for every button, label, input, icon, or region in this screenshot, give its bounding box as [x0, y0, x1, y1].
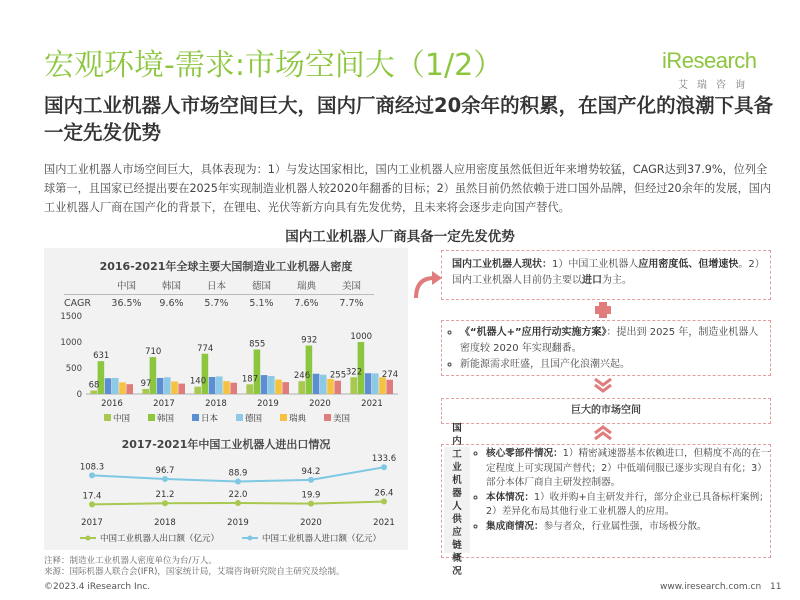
supply-item-title: 本体情况：	[486, 491, 534, 503]
bar-瑞典	[275, 380, 282, 394]
page-title: 宏观环境-需求:市场空间大（1/2）	[44, 48, 504, 83]
bar-中国	[142, 389, 149, 394]
trade-chart-title: 2017-2021年中国工业机器人进出口情况	[121, 438, 331, 451]
bar-data-label: 97	[140, 378, 152, 389]
supply-item	[486, 447, 776, 491]
cagr-value: 7.6%	[294, 298, 319, 309]
trade-line-chart	[44, 448, 408, 546]
legend-label: 中国工业机器人进口额（亿元）	[262, 534, 382, 544]
legend-swatch	[104, 414, 111, 421]
supply-item-text: 1）收并购+自主研发并行，部分企业已具备标杆案例；2）差异化布局其他行业工业机器人的应用。	[486, 491, 769, 517]
cagr-value: 5.7%	[204, 298, 229, 309]
bar-data-label: 187	[241, 374, 259, 385]
policy-text: ：提出到 2025 年，制造业机器人密度较 2020 年实现翻番。	[460, 327, 759, 354]
legend-label: 中国	[113, 414, 131, 424]
bar-瑞典	[379, 377, 386, 394]
bar-中国	[350, 377, 357, 394]
bar-德国	[216, 376, 223, 394]
bar-德国	[268, 376, 275, 394]
curved-arrow-icon	[412, 270, 444, 300]
bar-中国	[298, 381, 305, 394]
series-point	[308, 501, 314, 507]
bar-data-label: 855	[249, 339, 266, 350]
status-lead: 国内工业机器人现状：	[452, 259, 552, 270]
x-tick-label: 2019	[227, 518, 249, 528]
cagr-country: 瑞典	[284, 276, 329, 295]
bar-data-label: 1000	[350, 332, 373, 342]
series-point	[235, 479, 241, 485]
supply-item-title: 集成商情况：	[486, 520, 544, 532]
supply-item-text: 1）精密减速器基本依赖进口，但精度不高的在一定程度上可实现国产替代；2）中低端伺服已逐步实现自有化；3）部分本体厂商自主研发控制器。	[486, 448, 771, 488]
line-data-label: 96.7	[155, 466, 175, 477]
legend-swatch	[280, 414, 287, 421]
x-tick-label: 2018	[205, 399, 227, 409]
cagr-table	[64, 276, 374, 312]
x-tick-label: 2021	[361, 399, 383, 409]
density-chart-title: 2016-2021年全球主要大国制造业工业机器人密度	[99, 260, 353, 273]
page-subtitle: 国内工业机器人市场空间巨大，国内厂商经过20余年的积累，在国产化的浪潮下具备一定先发优势	[44, 94, 774, 144]
bar-日本	[209, 377, 216, 394]
legend-label: 中国工业机器人出口额（亿元）	[100, 534, 220, 544]
market-box	[441, 398, 771, 424]
x-tick-label: 2017	[153, 399, 175, 409]
cagr-value: 5.1%	[249, 298, 274, 309]
bar-data-label: 322	[345, 367, 363, 378]
legend-label: 德国	[245, 414, 263, 424]
line-data-label: 22.0	[228, 489, 248, 500]
line-data-label: 26.4	[374, 488, 394, 499]
x-tick-label: 2016	[101, 399, 123, 409]
cagr-row-header: CAGR	[64, 298, 91, 309]
series-point	[381, 499, 387, 505]
page-number: 11	[770, 582, 782, 592]
status-text-3: 为主。	[602, 275, 632, 286]
bar-data-label: 246	[293, 371, 311, 382]
bar-美国	[282, 382, 289, 394]
supply-side-label-box	[444, 423, 470, 577]
logo-research: Research	[666, 48, 757, 73]
bar-data-label: 274	[381, 369, 399, 380]
line-data-label: 108.3	[79, 462, 105, 473]
y-tick-label: 1000	[60, 338, 82, 348]
chevron-down-icon	[592, 376, 614, 394]
cagr-country: 美国	[329, 276, 374, 295]
supply-item	[486, 520, 776, 535]
policy-item	[460, 325, 762, 357]
series-point	[381, 464, 387, 470]
policy-name: 《“机器人+”应用行动实施方案》	[460, 327, 607, 338]
status-bold-1: 应用密度低、但增速快	[638, 259, 739, 270]
bar-韩国	[306, 346, 313, 394]
policy-text: 新能源需求旺盛，且国产化浪潮兴起。	[460, 359, 630, 370]
series-point	[162, 500, 168, 506]
website-link[interactable]: www.iresearch.com.cn	[660, 582, 762, 592]
supply-chain-box	[441, 423, 771, 577]
y-tick-label: 500	[65, 364, 82, 374]
line-data-label: 133.6	[371, 454, 397, 465]
bar-中国	[194, 387, 201, 394]
status-text-1: 1）中国工业机器人	[552, 259, 639, 270]
logo-subtitle: 艾瑞咨询	[678, 80, 754, 91]
x-tick-label: 2020	[300, 518, 322, 528]
line-data-label: 94.2	[301, 466, 321, 477]
cagr-value: 36.5%	[111, 298, 142, 309]
policy-box	[441, 320, 771, 376]
bar-日本	[157, 378, 164, 394]
supply-item	[486, 491, 776, 520]
legend-swatch	[236, 414, 243, 421]
series-point	[235, 500, 241, 506]
section-title: 国内工业机器人厂商具备一定先发优势	[285, 229, 515, 245]
iresearch-logo	[662, 48, 762, 96]
bar-data-label: 932	[301, 335, 318, 346]
copyright: ©2023.4 iResearch Inc.	[44, 582, 151, 592]
bar-中国	[90, 390, 97, 394]
status-bold-2: 进口	[582, 275, 602, 286]
legend-label: 瑞典	[289, 414, 307, 424]
x-tick-label: 2019	[257, 399, 279, 409]
line-data-label: 88.9	[228, 468, 248, 479]
line-data-label: 21.2	[155, 490, 175, 501]
bar-瑞典	[223, 381, 230, 394]
chevron-up-icon	[592, 424, 614, 442]
bar-瑞典	[171, 382, 178, 394]
market-label: 巨大的市场空间	[571, 405, 641, 416]
series-point	[162, 476, 168, 482]
note-line: 注释：制造业工业机器人密度单位为台/万人。	[44, 556, 217, 566]
bar-德国	[372, 373, 379, 394]
cagr-value: 7.7%	[339, 298, 364, 309]
bar-德国	[112, 378, 119, 394]
legend-swatch	[324, 414, 331, 421]
bar-data-label: 710	[145, 347, 162, 358]
bar-日本	[261, 375, 268, 394]
supply-item-title: 核心零部件情况：	[486, 448, 563, 459]
supply-item-text: 参与者众，行业属性强，市场极分散。	[543, 520, 707, 532]
bar-韩国	[202, 354, 209, 394]
source-notes	[44, 556, 344, 578]
logo-i: i	[662, 48, 667, 73]
bar-瑞典	[119, 382, 126, 394]
cagr-corner-cell	[64, 276, 104, 295]
plus-icon	[592, 300, 614, 320]
cagr-header-row	[64, 276, 374, 295]
x-tick-label: 2021	[373, 518, 395, 528]
legend-label: 日本	[201, 414, 219, 424]
bar-美国	[178, 384, 185, 394]
bar-美国	[386, 380, 393, 394]
bar-瑞典	[327, 379, 334, 394]
bar-日本	[105, 378, 112, 394]
x-tick-label: 2018	[154, 518, 176, 528]
bar-美国	[126, 384, 133, 394]
bar-美国	[334, 381, 341, 394]
bar-美国	[230, 383, 237, 394]
source-line: 来源：国际机器人联合会(IFR)，国家统计局，艾瑞咨询研究院自主研究及绘制。	[44, 567, 345, 577]
x-tick-label: 2020	[309, 399, 331, 409]
y-tick-label: 1500	[60, 312, 82, 322]
bar-中国	[246, 384, 253, 394]
cagr-country: 日本	[194, 276, 239, 295]
supply-side-label: 国内工业机器人供应链概况	[452, 423, 462, 577]
cagr-country: 德国	[239, 276, 284, 295]
bar-data-label: 255	[329, 370, 347, 381]
legend-label: 韩国	[157, 414, 175, 424]
line-data-label: 17.4	[82, 491, 102, 502]
cagr-country: 中国	[104, 276, 149, 295]
y-tick-label: 0	[76, 390, 82, 400]
legend-marker	[248, 536, 253, 541]
x-tick-label: 2017	[81, 518, 103, 528]
description-paragraph: 国内工业机器人市场空间巨大，具体表现为：1）与发达国家相比，国内工业机器人应用密度虽然低但近年来增势较猛，CAGR达到37.9%，位列全球第一，且国家已经提出要在2025年实现制造业机器人较2020年翻番的目标；2）虽然目前仍然依赖于进口国外品牌，但经过20余年的发展，国内工业机器人厂商在国产化的背景下，在锂电、光伏等新方向具有先发优势，且未来将会逐步走向国产替代。	[44, 163, 772, 214]
bar-日本	[313, 374, 320, 394]
bar-data-label: 631	[93, 351, 110, 362]
bar-日本	[365, 373, 372, 394]
bar-韩国	[254, 350, 261, 394]
legend-swatch	[148, 414, 155, 421]
series-point	[308, 477, 314, 483]
series-point	[89, 501, 95, 507]
line-data-label: 19.9	[301, 490, 321, 501]
bar-data-label: 140	[189, 376, 207, 387]
series-point	[89, 472, 95, 478]
status-text-2: 。2）国内工业机器人目前仍主要以	[452, 259, 760, 286]
legend-label: 美国	[333, 414, 351, 424]
cagr-country: 韩国	[149, 276, 194, 295]
legend-marker	[86, 536, 91, 541]
bar-data-label: 774	[197, 343, 214, 354]
legend-swatch	[192, 414, 199, 421]
cagr-value: 9.6%	[159, 298, 184, 309]
bar-德国	[320, 375, 327, 394]
bar-data-label: 68	[88, 380, 100, 391]
policy-item	[460, 357, 762, 373]
density-bar-chart	[44, 310, 408, 436]
bar-德国	[164, 377, 171, 394]
status-box	[441, 250, 771, 300]
